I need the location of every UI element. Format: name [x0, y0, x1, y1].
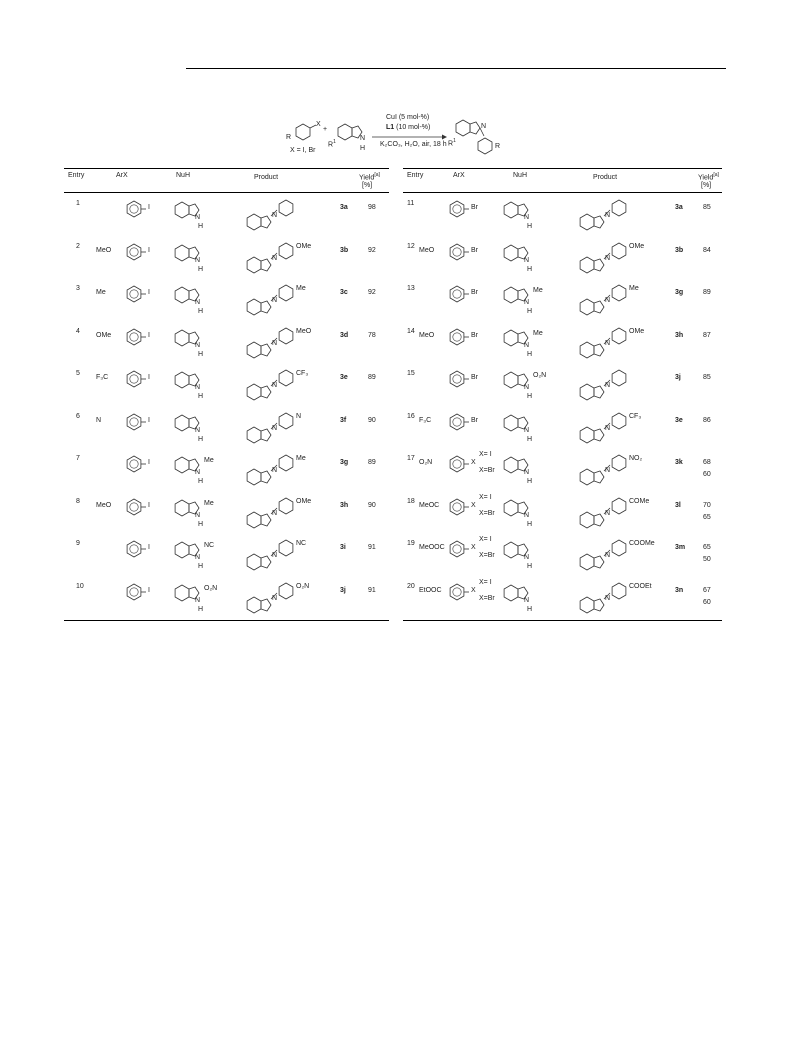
compound-id: 3n	[675, 586, 684, 594]
product-nitrogen: N	[272, 424, 278, 432]
product-nitrogen: N	[605, 552, 611, 559]
product-nitrogen: N	[272, 552, 278, 559]
scheme-structures	[276, 114, 526, 166]
yield-value: 91	[368, 586, 376, 594]
header-arx: ArX	[453, 172, 465, 179]
indole-hydrogen: H	[198, 563, 204, 570]
aryl-substituent: MeOC	[419, 501, 440, 509]
product-substituent: CF₃	[629, 412, 642, 420]
reaction-scheme	[276, 114, 526, 166]
compound-id: 3g	[675, 289, 684, 296]
indole-substituent: O₂N	[533, 372, 547, 379]
indole-hydrogen: H	[527, 265, 533, 273]
scheme-plus: +	[323, 126, 328, 133]
aryl-substituent: MeO	[96, 501, 112, 509]
halide-option-iodo: X= I	[479, 578, 492, 586]
product-substituent: OMe	[296, 242, 312, 250]
halide-option-iodo: X= I	[479, 451, 492, 458]
indole-nitrogen: N	[524, 384, 530, 391]
indole-nitrogen: N	[524, 214, 530, 221]
yield-value: 86	[703, 416, 711, 424]
aryl-substituent: N	[96, 416, 102, 424]
aryl-substituent: MeO	[419, 246, 435, 254]
indole-substituent: Me	[533, 287, 543, 294]
entry-number: 17	[407, 455, 415, 462]
compound-id: 3e	[340, 374, 348, 381]
product-nitrogen: N	[605, 509, 611, 517]
scheme-product-n: N	[481, 123, 487, 130]
indole-nitrogen: N	[195, 554, 201, 561]
yield-value: 90	[368, 416, 376, 424]
condition-catalyst: CuI (5 mol-%)	[386, 114, 430, 121]
table-row	[64, 581, 389, 624]
aryl-halide-label: X	[471, 544, 476, 551]
compound-id: 3j	[675, 374, 681, 381]
indole-hydrogen: H	[527, 308, 533, 315]
compound-id: 3e	[675, 416, 683, 424]
aryl-substituent: OMe	[96, 331, 112, 339]
compound-id: 3a	[340, 204, 348, 211]
entry-number: 9	[76, 540, 80, 547]
product-substituent: OMe	[296, 497, 312, 505]
entry-number: 19	[407, 540, 415, 547]
indole-hydrogen: H	[198, 265, 204, 273]
yield-value: 85	[703, 204, 711, 211]
product-nitrogen: N	[605, 594, 611, 602]
indole-nitrogen: N	[524, 341, 530, 349]
indole-hydrogen: H	[527, 435, 533, 443]
compound-id: 3i	[340, 544, 346, 551]
aryl-halide-label: I	[148, 246, 150, 254]
product-substituent: OMe	[629, 242, 645, 250]
header-product: Product	[254, 174, 279, 181]
product-substituent: O₂N	[296, 582, 310, 590]
indole-substituent: NC	[204, 542, 215, 549]
aryl-substituent: MeO	[96, 246, 112, 254]
yield-value-bromide: 50	[703, 556, 711, 563]
indole-hydrogen: H	[527, 223, 533, 230]
entry-number: 8	[76, 497, 80, 505]
product-nitrogen: N	[272, 509, 278, 517]
entry-number: 3	[76, 285, 80, 292]
product-substituent: COOEt	[629, 582, 652, 590]
halide-option-iodo: X= I	[479, 493, 492, 501]
indole-nitrogen: N	[195, 341, 201, 349]
scheme-product-r: R	[495, 143, 501, 150]
yield-value: 87	[703, 331, 711, 339]
yield-value: 70	[703, 501, 711, 509]
indole-nitrogen: N	[524, 299, 530, 306]
yield-value: 89	[703, 289, 711, 296]
header-product: Product	[593, 174, 618, 181]
scheme-x-definition: X = I, Br	[290, 147, 316, 154]
compound-id: 3l	[675, 501, 681, 509]
entry-number: 14	[407, 327, 415, 335]
indole-nitrogen: N	[524, 469, 530, 476]
entry-number: 4	[76, 327, 80, 335]
header-top-rule	[64, 168, 389, 169]
header-yield-unit: [%]	[701, 182, 712, 189]
indole-nitrogen: N	[195, 256, 201, 264]
entry-number: 16	[407, 412, 415, 420]
indole-nitrogen: N	[524, 426, 530, 434]
product-substituent: Me	[296, 285, 306, 292]
indole-substituent: O₂N	[204, 584, 218, 592]
halide-option-bromo: X=Br	[479, 467, 495, 474]
yield-value: 78	[368, 331, 376, 339]
indole-nitrogen: N	[195, 384, 201, 391]
product-substituent: OMe	[629, 327, 645, 335]
compound-id: 3f	[340, 416, 347, 424]
aryl-halide-label: X	[471, 586, 476, 594]
compound-id: 3c	[340, 289, 348, 296]
aryl-halide-label: Br	[471, 416, 478, 424]
indole-nitrogen: N	[524, 596, 530, 604]
aryl-halide-label: Br	[471, 331, 478, 339]
condition-base-solvent: K₂CO₃, H₂O, air, 18 h	[380, 141, 447, 148]
aryl-substituent: F₃C	[96, 374, 109, 381]
indole-substituent: Me	[204, 499, 214, 507]
product-substituent: NC	[296, 540, 307, 547]
indole-hydrogen: H	[527, 350, 533, 358]
indole-nitrogen: N	[195, 469, 201, 476]
aryl-halide-label: I	[148, 501, 150, 509]
product-nitrogen: N	[605, 339, 611, 347]
compound-id: 3j	[340, 586, 346, 594]
indole-nitrogen: N	[195, 596, 201, 604]
aryl-halide-label: I	[148, 374, 150, 381]
aryl-halide-label: I	[148, 586, 150, 594]
product-substituent: MeO	[296, 327, 312, 335]
indole-hydrogen: H	[527, 563, 533, 570]
product-nitrogen: N	[605, 467, 611, 474]
condition-ligand: L1 (10 mol-%)	[386, 124, 431, 131]
halide-option-bromo: X=Br	[479, 552, 495, 559]
indole-nitrogen: N	[195, 214, 201, 221]
product-substituent: COOMe	[629, 540, 655, 547]
indole-nitrogen: N	[195, 511, 201, 519]
product-substituent: CF₃	[296, 370, 309, 377]
indole-hydrogen: H	[527, 393, 533, 400]
aryl-halide-label: I	[148, 331, 150, 339]
compound-id: 3a	[675, 204, 683, 211]
indole-nitrogen: N	[195, 299, 201, 306]
indole-hydrogen: H	[527, 520, 533, 528]
halide-option-bromo: X=Br	[479, 594, 495, 602]
aryl-substituent: F₃C	[419, 416, 432, 424]
entry-number: 2	[76, 242, 80, 250]
header-yield: Yield[a]	[698, 172, 719, 182]
product-nitrogen: N	[605, 382, 611, 389]
product-substituent: Me	[629, 285, 639, 292]
compound-id: 3b	[675, 246, 684, 254]
indole-hydrogen: H	[198, 435, 204, 443]
aryl-halide-label: X	[471, 459, 476, 466]
indole-hydrogen: H	[527, 605, 533, 613]
entry-number: 7	[76, 455, 80, 462]
aryl-substituent: Me	[96, 289, 106, 296]
product-nitrogen: N	[272, 382, 278, 389]
yield-value: 65	[703, 544, 711, 551]
aryl-halide-label: Br	[471, 204, 478, 211]
yield-value: 85	[703, 374, 711, 381]
product-substituent: COMe	[629, 497, 650, 505]
header-top-rule	[403, 168, 722, 169]
indole-nitrogen: N	[524, 554, 530, 561]
indole-substituent: Me	[204, 457, 214, 464]
indole-hydrogen: H	[198, 223, 204, 230]
scheme-indole-h: H	[360, 145, 366, 152]
table-row	[403, 578, 722, 624]
product-nitrogen: N	[605, 212, 611, 219]
entry-number: 15	[407, 370, 415, 377]
entry-number: 5	[76, 370, 80, 377]
compound-id: 3h	[340, 501, 349, 509]
entry-number: 13	[407, 285, 415, 292]
entry-number: 20	[407, 582, 415, 590]
yield-value: 67	[703, 586, 711, 594]
indole-nitrogen: N	[524, 256, 530, 264]
scheme-product-r1: $R^1$	[448, 138, 456, 148]
compound-id: 3g	[340, 459, 349, 466]
header-yield: Yield[a]	[359, 172, 380, 182]
entry-number: 6	[76, 412, 80, 420]
halide-option-iodo: X= I	[479, 536, 492, 543]
compound-id: 3k	[675, 459, 683, 466]
aryl-substituent: MeO	[419, 331, 435, 339]
entry-number: 18	[407, 497, 415, 505]
header-yield-unit: [%]	[362, 182, 373, 189]
aryl-halide-label: Br	[471, 374, 478, 381]
yield-value: 98	[368, 204, 376, 211]
yield-value: 89	[368, 459, 376, 466]
compound-id: 3b	[340, 246, 349, 254]
compound-id: 3d	[340, 331, 349, 339]
entry-number: 10	[76, 582, 84, 590]
product-nitrogen: N	[272, 594, 278, 602]
aryl-halide-label: I	[148, 459, 150, 466]
product-substituent: Me	[296, 455, 306, 462]
header-entry: Entry	[407, 172, 424, 179]
product-nitrogen: N	[272, 297, 278, 304]
halide-option-bromo: X=Br	[479, 509, 495, 517]
yield-value: 89	[368, 374, 376, 381]
product-substituent: N	[296, 412, 302, 420]
indole-hydrogen: H	[527, 478, 533, 485]
yield-value: 92	[368, 246, 376, 254]
yield-value-bromide: 60	[703, 471, 711, 478]
aryl-halide-label: I	[148, 204, 150, 211]
product-nitrogen: N	[605, 297, 611, 304]
yield-value: 90	[368, 501, 376, 509]
indole-hydrogen: H	[198, 308, 204, 315]
aryl-halide-label: I	[148, 416, 150, 424]
yield-value-bromide: 60	[703, 598, 711, 606]
header-nuh: NuH	[513, 172, 528, 179]
indole-hydrogen: H	[198, 605, 204, 613]
compound-id: 3m	[675, 544, 686, 551]
entry-number: 11	[407, 200, 415, 207]
indole-hydrogen: H	[198, 520, 204, 528]
scheme-x-label: X	[316, 121, 321, 128]
indole-hydrogen: H	[198, 393, 204, 400]
product-nitrogen: N	[272, 339, 278, 347]
yield-value-bromide: 65	[703, 513, 711, 521]
product-nitrogen: N	[605, 424, 611, 432]
indole-nitrogen: N	[524, 511, 530, 519]
indole-nitrogen: N	[195, 426, 201, 434]
indole-substituent: Me	[533, 329, 543, 337]
product-nitrogen: N	[272, 212, 278, 219]
header-nuh: NuH	[176, 172, 191, 179]
aryl-halide-label: Br	[471, 289, 478, 296]
page-top-rule	[186, 68, 726, 69]
product-nitrogen: N	[272, 254, 278, 262]
yield-value: 68	[703, 459, 711, 466]
aryl-halide-label: I	[148, 289, 150, 296]
aryl-substituent: EtOOC	[419, 586, 442, 594]
scheme-indole-r: $R^1$	[328, 139, 336, 149]
yield-value: 91	[368, 544, 376, 551]
indole-hydrogen: H	[198, 478, 204, 485]
header-arx: ArX	[116, 172, 128, 179]
entry-number: 12	[407, 242, 415, 250]
header-entry: Entry	[68, 172, 85, 179]
aryl-halide-label: Br	[471, 246, 478, 254]
product-nitrogen: N	[272, 467, 278, 474]
aryl-halide-label: X	[471, 501, 476, 509]
indole-hydrogen: H	[198, 350, 204, 358]
yield-value: 84	[703, 246, 711, 254]
product-substituent: NO₂	[629, 455, 643, 462]
aryl-substituent: O₂N	[419, 459, 433, 466]
compound-id: 3h	[675, 331, 684, 339]
aryl-substituent: MeOOC	[419, 544, 445, 551]
product-nitrogen: N	[605, 254, 611, 262]
scheme-indole-n: N	[360, 135, 366, 142]
yield-value: 92	[368, 289, 376, 296]
scheme-r-label: R	[286, 134, 292, 141]
aryl-halide-label: I	[148, 544, 150, 551]
entry-number: 1	[76, 200, 80, 207]
